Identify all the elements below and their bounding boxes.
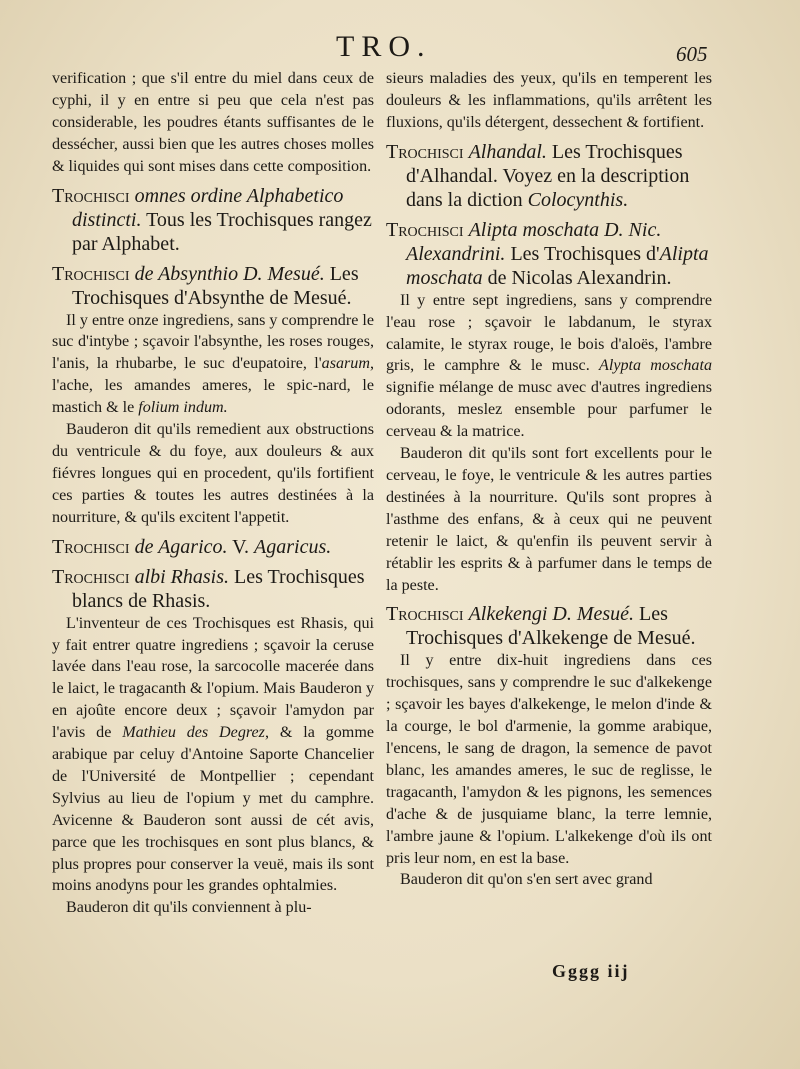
entry-absynthio xyxy=(52,262,374,529)
right-column xyxy=(386,68,712,891)
entry-alipta-moschata xyxy=(386,218,712,597)
paragraph-continued: sieurs maladies des yeux, qu'ils en temperent les douleurs & les inflammations, qu'ils arrêtent les fluxions, qu'ils détergent, dessechent & fortifient. xyxy=(386,70,712,131)
entry-latin-title: Alkekengi D. Mesué. xyxy=(468,603,635,626)
paragraph: Il y entre dix-huit ingrediens dans ces trochisques, sans y comprendre le suc d'alkekenge ; sçavoir les bayes d'alkekenge, le melon d'inde & la courge, le bol d'armenie, la gomme arabique, l'encens, le sang de dragon, la semence de pavot blanc, les amandes ameres, le suc de reglisse, le tragacanth, l'amydon & les pignons, les semences d'ache & de jusquiame blanc, la terre lemnie, l'ambre jaune & l'opium. L'alkekenge d'où ils ont pris leur nom, en est la base. xyxy=(386,652,712,867)
cross-reference: Colocynthis. xyxy=(527,188,629,211)
page-number: 605 xyxy=(676,42,708,66)
entry-latin-title: omnes ordine Alphabetico distincti. xyxy=(72,184,344,231)
entry-label: Trochisci xyxy=(52,262,130,285)
entry-latin-title: albi Rhasis. xyxy=(134,565,230,588)
entry-label: Trochisci xyxy=(386,603,464,626)
entry-alhandal xyxy=(386,140,712,212)
entry-albi-rhasis xyxy=(52,565,374,920)
entry-french-title: Les Trochisques d'Alhandal. Voyez en la description dans la diction xyxy=(406,140,690,211)
paragraph: Il y entre onze ingrediens, sans y comprendre le suc d'intybe ; sçavoir l'absynthe, les roses rouges, l'anis, la rhubarbe, le suc d'eupatoire, l'asarum, l'ache, les amandes ameres, le spic-nard, le mastich & le folium indum. xyxy=(52,311,374,417)
entry-latin-title: Alipta moschata D. Nic. Alexandrini. xyxy=(406,218,662,265)
paragraph: Il y entre sept ingrediens, sans y comprendre l'eau rose ; sçavoir le labdanum, le styrax calamite, le styrax rouge, le bois d'aloës, l'ambre gris, le camphre & le musc. Alypta moschata signifie mélange de musc avec d'autres ingrediens odorants, meslez ensemble pour parfumer le cerveau & la matrice. xyxy=(386,291,712,441)
paragraph: Bauderon dit qu'ils remedient aux obstructions du ventricule & du foye, aux douleurs & aux fiévres longues qui en procedent, qu'ils fortifient ces parties & toutes les autres destinées à la nourriture, & qu'ils excitent l'appetit. xyxy=(52,421,374,526)
entry-latin-title: de Agarico. xyxy=(134,535,228,558)
paragraph-continued: verification ; que s'il entre du miel dans ceux de cyphi, il y en entre si peu que cela n'est pas considerable, les poudres étants suffisantes de le dessécher, aussi bien que les autres choses molles & liquides qui sont mises dans cette composition. xyxy=(52,70,374,175)
entry-latin-title: Alhandal. xyxy=(468,140,547,163)
paragraph-continues: Bauderon dit qu'on s'en sert avec grand xyxy=(400,871,653,889)
paragraph: Bauderon dit qu'ils sont fort excellents pour le cerveau, le foye, le ventricule & les autres parties destinées à la nourriture. Qu'ils sont propres à l'asthme des enfans, & à ceux qui ne peuvent retenir le laict, & qu'enfin ils peuvent servir à rétablir les esprits & à parfumer dans le temps de la peste. xyxy=(386,445,712,594)
entry-label: Trochisci xyxy=(386,140,464,163)
entry-french-title: Les Trochisques d'Alkekenge de Mesué. xyxy=(406,603,696,650)
entry-latin-title: de Absynthio D. Mesué. xyxy=(134,262,325,285)
entry-omnes-ordine xyxy=(52,184,374,256)
entry-label: Trochisci xyxy=(386,218,464,241)
cross-reference-marker: V. xyxy=(232,535,250,558)
entry-agarico xyxy=(52,535,374,559)
running-title: TRO. xyxy=(336,30,432,63)
paragraph-continues: Bauderon dit qu'ils conviennent à plu- xyxy=(66,899,312,917)
paragraph: L'inventeur de ces Trochisques est Rhasis, qui y fait entrer quatre ingrediens ; sçavoir la ceruse lavée dans l'eau rose, la sarcocolle macerée dans le laict, le tragacanth & l'opium. Mais Bauderon y en ajoûte encore deux ; sçavoir l'amydon par l'avis de Mathieu des Degrez, & la gomme arabique par celuy d'Antoine Saporte Chancelier de l'Université de Montpellier ; cependant Sylvius au lieu de l'opium y met du camphre. Avicenne & Bauderon sont aussi de cét avis, parce que les trochisques en sont plus blancs, & plus propres pour conserver la veuë, mais ils sont moins anodyns pour les grandes ophtalmies. xyxy=(52,614,375,895)
entry-french-title: Les Trochisques d'Alipta moschata de Nicolas Alexandrin. xyxy=(406,242,709,289)
entry-french-title: Les Trochisques d'Absynthe de Mesué. xyxy=(72,262,359,309)
running-header xyxy=(0,30,800,70)
cross-reference: Agaricus. xyxy=(254,535,332,558)
entry-french-title: Les Trochisques blancs de Rhasis. xyxy=(72,565,365,612)
entry-label: Trochisci xyxy=(52,565,130,588)
entry-alkekengi xyxy=(386,602,712,891)
left-column xyxy=(52,68,374,919)
entry-label: Trochisci xyxy=(52,184,130,207)
entry-label: Trochisci xyxy=(52,535,130,558)
entry-french-title: Tous les Trochisques rangez par Alphabet. xyxy=(72,208,372,255)
signature-mark: Gggg iij xyxy=(552,961,630,981)
